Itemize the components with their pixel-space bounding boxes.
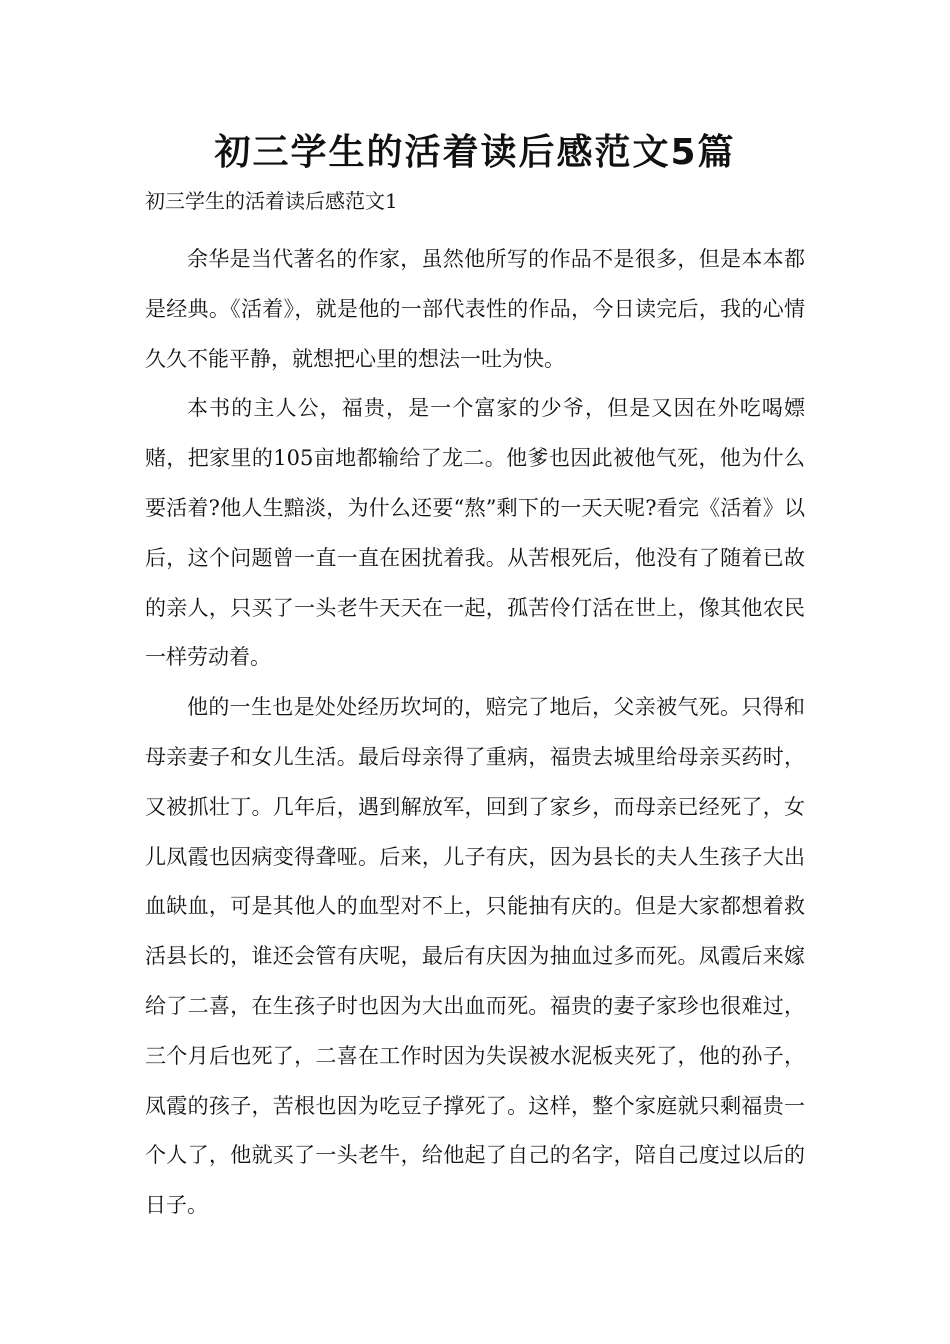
- section-heading: 初三学生的活着读后感范文1: [145, 189, 398, 213]
- paragraph-3: 他的一生也是处处经历坎坷的，赔完了地后，父亲被气死。只得和母亲妻子和女儿生活。最后母亲得了重病，福贵去城里给母亲买药时，又被抓壮丁。几年后，遇到解放军，回到了家乡，而母亲已经死了，女儿凤霞也因病变得聋哑。后来，儿子有庆，因为县长的夫人生孩子大出血缺血，可是其他人的血型对不上，只能抽有庆的。但是大家都想着救活县长的，谁还会管有庆呢，最后有庆因为抽血过多而死。凤霞后来嫁给了二喜，在生孩子时也因为大出血而死。福贵的妻子家珍也很难过，三个月后也死了，二喜在工作时因为失误被水泥板夹死了，他的孙子，凤霞的孩子，苦根也因为吃豆子撑死了。这样，整个家庭就只剩福贵一个人了，他就买了一头老牛，给他起了自己的名字，陪自己度过以后的日子。: [145, 695, 805, 1218]
- paragraph-1: 余华是当代著名的作家，虽然他所写的作品不是很多，但是本本都是经典。《活着》，就是他的一部代表性的作品，今日读完后，我的心情久久不能平静，就想把心里的想法一吐为快。: [145, 247, 805, 371]
- body-text: [145, 235, 805, 1231]
- document-title: 初三学生的活着读后感范文5篇: [214, 132, 736, 173]
- paragraph-2: 本书的主人公，福贵，是一个富家的少爷，但是又因在外吃喝嫖赌，把家里的105亩地都输给了龙二。他爹也因此被他气死，他为什么要活着?他人生黯淡，为什么还要“熬”剩下的一天天呢?看完《活着》以后，这个问题曾一直一直在困扰着我。从苦根死后，他没有了随着已故的亲人，只买了一头老牛天天在一起，孤苦伶仃活在世上，像其他农民一样劳动着。: [145, 396, 805, 670]
